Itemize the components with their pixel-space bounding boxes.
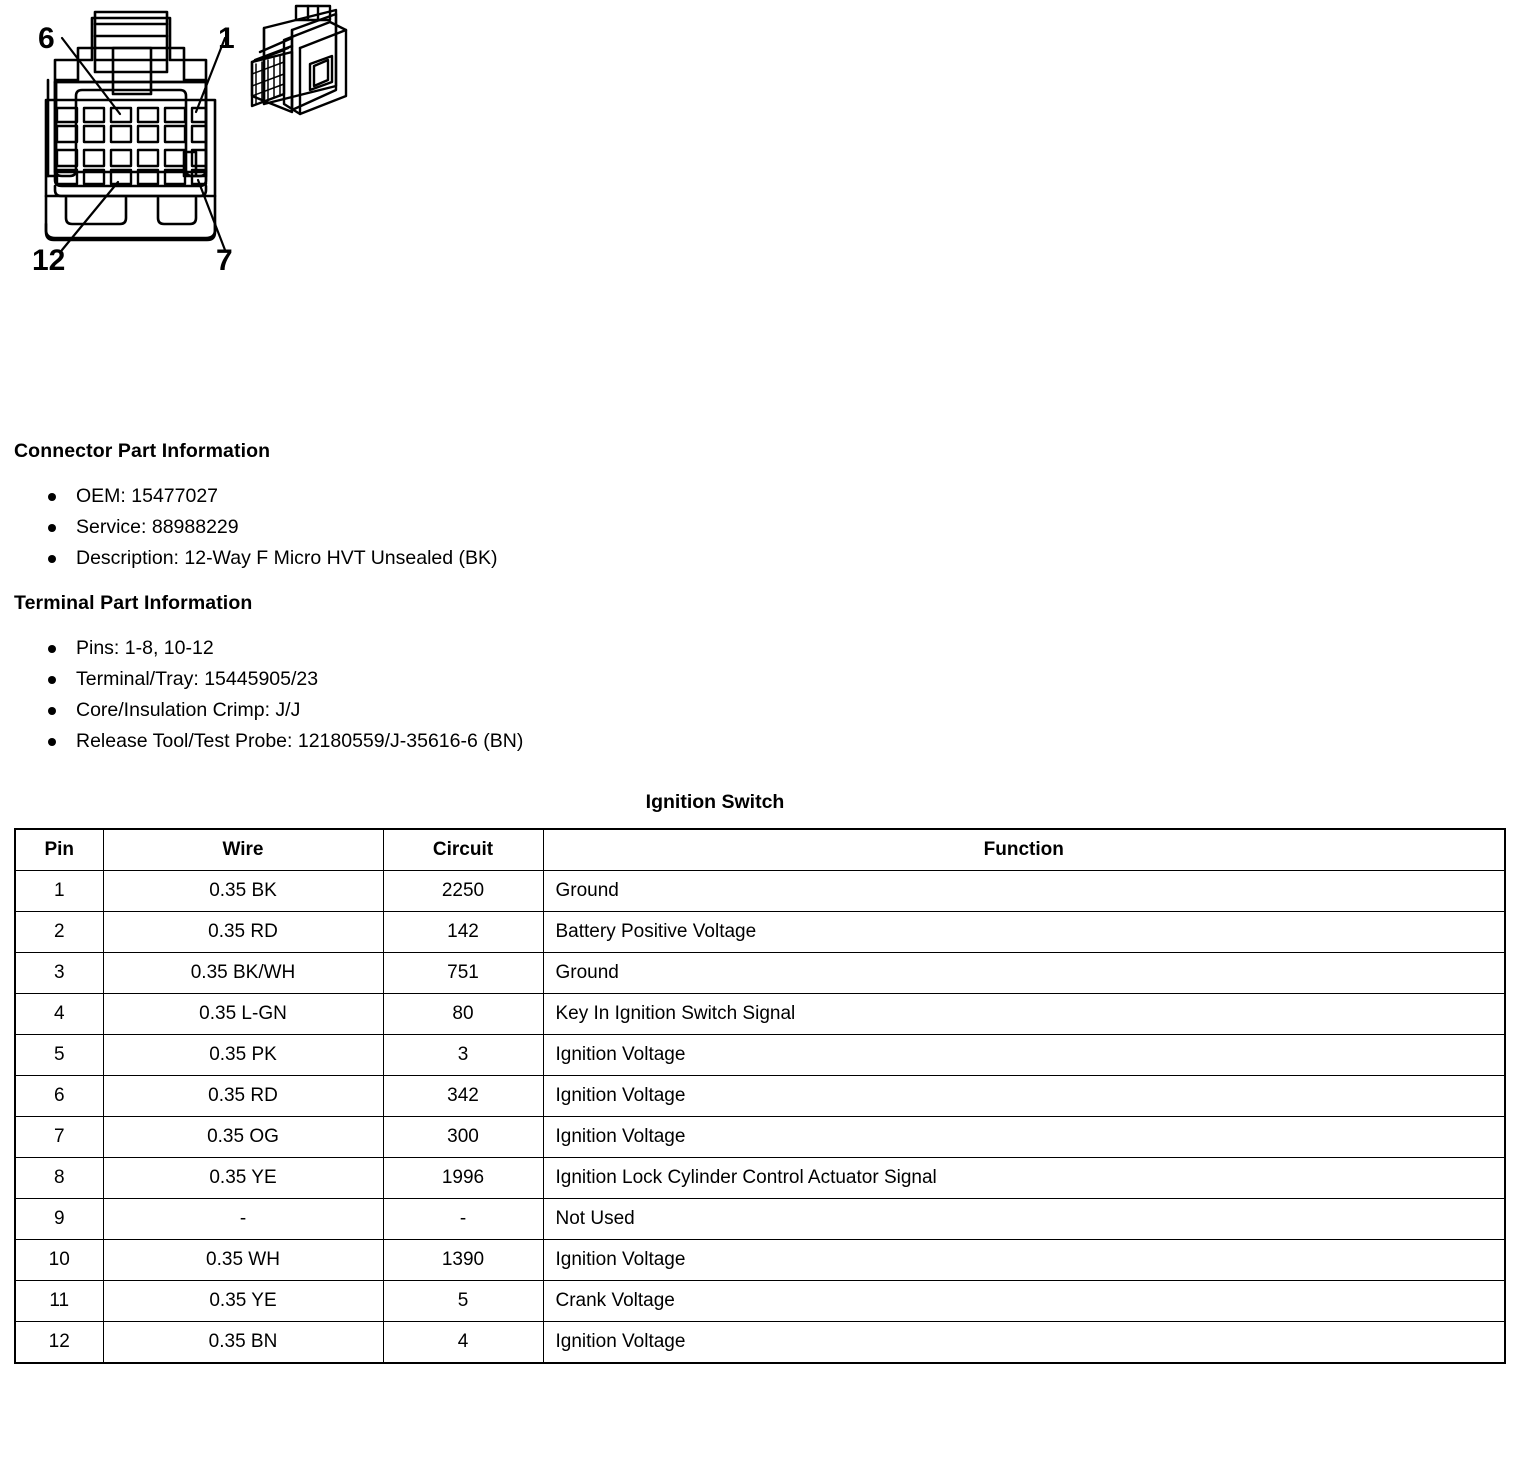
cell-function: Not Used	[543, 1199, 1505, 1240]
cell-function: Ignition Voltage	[543, 1117, 1505, 1158]
cell-function: Crank Voltage	[543, 1281, 1505, 1322]
list-item: OEM: 15477027	[14, 481, 1520, 512]
connector-part-information-section	[14, 440, 1520, 574]
cell-pin: 12	[15, 1322, 103, 1364]
cell-circuit: -	[383, 1199, 543, 1240]
cell-pin: 10	[15, 1240, 103, 1281]
diagram-label-6: 6	[38, 22, 55, 55]
table-row	[15, 1199, 1505, 1240]
table-header-row	[15, 829, 1505, 871]
pinout-table	[14, 828, 1506, 1364]
table-row	[15, 871, 1505, 912]
diagram-label-12: 12	[32, 244, 66, 277]
cell-circuit: 342	[383, 1076, 543, 1117]
cell-circuit: 3	[383, 1035, 543, 1076]
cell-wire: 0.35 L-GN	[103, 994, 383, 1035]
cell-pin: 11	[15, 1281, 103, 1322]
table-row	[15, 1117, 1505, 1158]
cell-function: Ground	[543, 871, 1505, 912]
table-row	[15, 1322, 1505, 1364]
cell-circuit: 300	[383, 1117, 543, 1158]
cell-wire: 0.35 RD	[103, 1076, 383, 1117]
table-row	[15, 1281, 1505, 1322]
cell-function: Ignition Voltage	[543, 1240, 1505, 1281]
cell-wire: 0.35 BN	[103, 1322, 383, 1364]
cell-function: Key In Ignition Switch Signal	[543, 994, 1505, 1035]
cell-pin: 3	[15, 953, 103, 994]
list-item: Service: 88988229	[14, 512, 1520, 543]
connector-diagram-svg	[0, 0, 760, 440]
diagram-label-7: 7	[216, 244, 233, 277]
cell-circuit: 5	[383, 1281, 543, 1322]
cell-pin: 7	[15, 1117, 103, 1158]
list-item: Release Tool/Test Probe: 12180559/J-35616-6 (BN)	[14, 726, 1520, 757]
cell-function: Ignition Voltage	[543, 1322, 1505, 1364]
list-item: Core/Insulation Crimp: J/J	[14, 695, 1520, 726]
table-row	[15, 1076, 1505, 1117]
cell-wire: 0.35 BK	[103, 871, 383, 912]
cell-function: Ignition Lock Cylinder Control Actuator Signal	[543, 1158, 1505, 1199]
cell-wire: 0.35 WH	[103, 1240, 383, 1281]
column-header-function: Function	[543, 829, 1505, 871]
terminal-part-information-heading: Terminal Part Information	[14, 592, 253, 614]
cell-wire: 0.35 RD	[103, 912, 383, 953]
cell-pin: 8	[15, 1158, 103, 1199]
cell-circuit: 4	[383, 1322, 543, 1364]
terminal-part-information-section	[14, 592, 1520, 757]
connector-part-information-list	[14, 481, 1520, 574]
column-header-wire: Wire	[103, 829, 383, 871]
cell-function: Battery Positive Voltage	[543, 912, 1505, 953]
list-item: Pins: 1-8, 10-12	[14, 633, 1520, 664]
cell-pin: 2	[15, 912, 103, 953]
cell-pin: 9	[15, 1199, 103, 1240]
cell-circuit: 1996	[383, 1158, 543, 1199]
cell-wire: 0.35 BK/WH	[103, 953, 383, 994]
cell-wire: 0.35 YE	[103, 1158, 383, 1199]
cell-circuit: 142	[383, 912, 543, 953]
cell-circuit: 2250	[383, 871, 543, 912]
cell-pin: 1	[15, 871, 103, 912]
cell-pin: 4	[15, 994, 103, 1035]
diagram-label-1: 1	[218, 22, 235, 55]
cell-circuit: 751	[383, 953, 543, 994]
cell-pin: 5	[15, 1035, 103, 1076]
column-header-circuit: Circuit	[383, 829, 543, 871]
cell-wire: 0.35 YE	[103, 1281, 383, 1322]
cell-circuit: 1390	[383, 1240, 543, 1281]
list-item: Description: 12-Way F Micro HVT Unsealed (BK)	[14, 543, 1520, 574]
table-row	[15, 1240, 1505, 1281]
cell-function: Ground	[543, 953, 1505, 994]
connector-diagram	[0, 0, 1520, 440]
cell-circuit: 80	[383, 994, 543, 1035]
cell-function: Ignition Voltage	[543, 1035, 1505, 1076]
table-row	[15, 953, 1505, 994]
pinout-table-title: Ignition Switch	[645, 791, 785, 813]
table-row	[15, 912, 1505, 953]
pinout-table-body	[15, 871, 1505, 1364]
terminal-part-information-list	[14, 633, 1520, 757]
list-item: Terminal/Tray: 15445905/23	[14, 664, 1520, 695]
cell-pin: 6	[15, 1076, 103, 1117]
cell-wire: 0.35 PK	[103, 1035, 383, 1076]
cell-function: Ignition Voltage	[543, 1076, 1505, 1117]
table-row	[15, 994, 1505, 1035]
connector-part-information-heading: Connector Part Information	[14, 440, 271, 462]
cell-wire: -	[103, 1199, 383, 1240]
table-row	[15, 1158, 1505, 1199]
column-header-pin: Pin	[15, 829, 103, 871]
cell-wire: 0.35 OG	[103, 1117, 383, 1158]
table-row	[15, 1035, 1505, 1076]
